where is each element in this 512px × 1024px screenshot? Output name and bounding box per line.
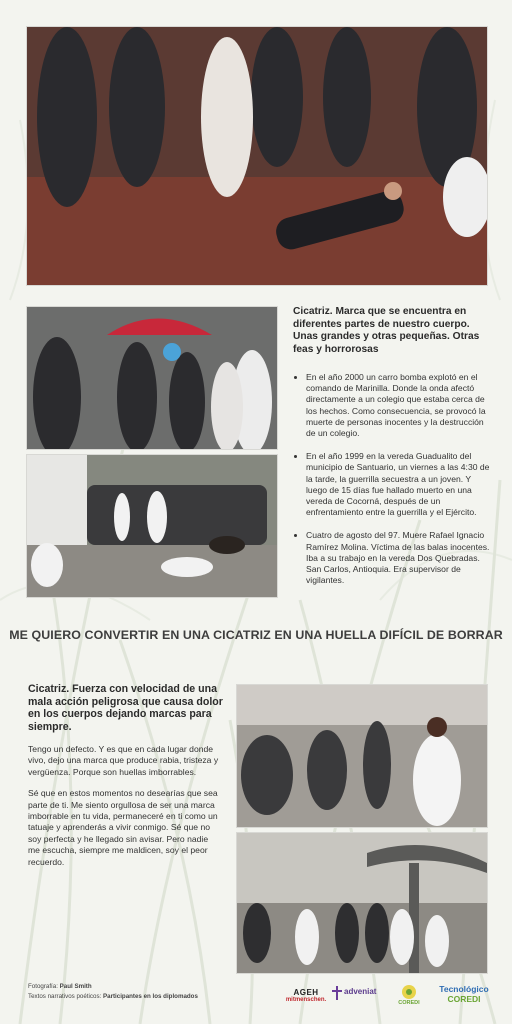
paragraph: Sé que en estos momentos no desearías que sea parte de ti. Me siento orgullosa de ser una marca imborrable en tu vida, permaneceré en ti como un tatuaje y aprenderás a vivir conmigo. Sé que no soy perfecta y he llegado sin avisar. Pero nadie me escucha, siempre me maldicen, soy el peor recuerdo. [28, 788, 218, 867]
photo-fountain-circle [236, 832, 488, 974]
photo-plaza-kneeling-performer [26, 454, 278, 598]
bullet-list [294, 372, 490, 598]
photo-crowd-performer-lying [26, 26, 488, 286]
photo-umbrella-crowd [26, 306, 278, 450]
list-item: • En el año 1999 en la vereda Guadualito del municipio de Santuario, un viernes a las 4:30 de la tarde, la guerrilla secuestra a un joven. Y luego de 15 días fue hallado muerto en una vereda de Cocorná, después de un enfrentamiento entre la guerrilla y el Ejército. [306, 451, 490, 518]
body-text [28, 744, 222, 878]
section-heading-2: Cicatriz. Fuerza con velocidad de una mala acción peligrosa que causa dolor en los cuerpos dejando marcas para siempre. [28, 683, 223, 733]
sponsor-logos: AGEH mitmenschen. adveniat COREDI Tecnológico COREDI [280, 982, 500, 1014]
banner-title: ME QUIERO CONVERTIR EN UNA CICATRIZ EN UNA HUELLA DIFÍCIL DE BORRAR [9, 628, 503, 642]
tecnologico-coredi-logo: Tecnológico COREDI [439, 984, 489, 1004]
coredi-small-logo: COREDI [392, 984, 426, 1006]
list-item: • En el año 2000 un carro bomba explotó en el comando de Marinilla. Donde la onda afectó directamente a un colegio que estaba cerca de los hechos. Como consecuencia, se provocó la muerte de personas inocentes y la destrucción de un colegio. [306, 372, 490, 439]
photo-performers-dancing [236, 684, 488, 828]
section-heading-1: Cicatriz. Marca que se encuentra en diferentes partes de nuestro cuerpo. Unas grandes y otras pequeñas. Otras feas y horrorosas [293, 306, 480, 355]
list-item: • Cuatro de agosto del 97. Muere Rafael Ignacio Ramírez Molina. Víctima de las balas inocentes. Iba a su trabajo en la vereda Dos Quebradas. San Carlos, Antioquia. Era supervisor de vigilantes. [306, 530, 490, 586]
text-credit: Textos narrativos poéticos: Participantes en los diplomados [28, 993, 198, 1000]
ageh-logo: AGEH mitmenschen. [285, 988, 327, 1003]
credits [28, 982, 198, 1002]
photo-credit: Fotografía: Paul Smith [28, 983, 92, 990]
coredi-emblem-icon [401, 984, 417, 1000]
cross-icon [332, 986, 342, 1000]
paragraph: Tengo un defecto. Y es que en cada lugar donde vivo, dejo una marca que produce rabia, tristeza y vergüenza. Porque son huellas imborrables. [28, 744, 219, 777]
